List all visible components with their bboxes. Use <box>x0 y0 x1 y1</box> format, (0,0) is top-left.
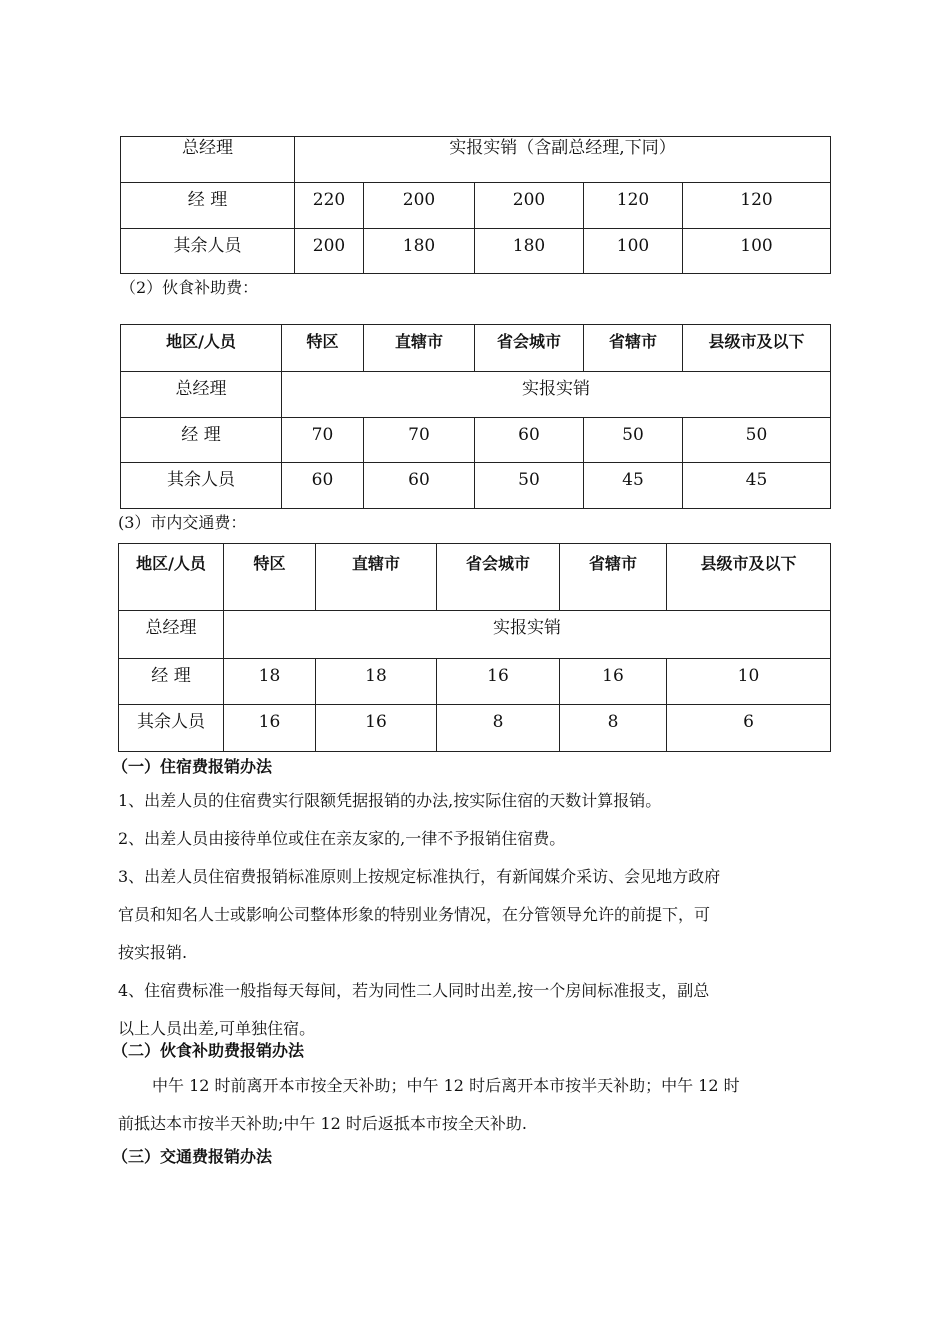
column-header: 地区/人员 <box>119 544 224 611</box>
table-cell: 16 <box>224 705 316 752</box>
table-row <box>121 418 831 463</box>
table-row <box>119 705 831 752</box>
row-label: 其余人员 <box>121 463 282 509</box>
transport-rules-heading: （三）交通费报销办法 <box>112 1147 273 1166</box>
table-cell: 16 <box>437 659 560 705</box>
row-label: 其余人员 <box>121 229 295 274</box>
text-line: 4、住宿费标准一般指每天每间，若为同性二人同时出差,按一个房间标准报支，副总 <box>118 981 710 1000</box>
table-cell: 45 <box>584 463 683 509</box>
table-cell: 16 <box>316 705 437 752</box>
row-label: 其余人员 <box>119 705 224 752</box>
table-cell: 60 <box>282 463 364 509</box>
table-cell: 60 <box>364 463 475 509</box>
column-header: 直辖市 <box>316 544 437 611</box>
text-line: 中午 12 时前离开本市按全天补助；中午 12 时后离开本市按半天补助；中午 12 时 <box>152 1076 740 1095</box>
transport-table <box>118 543 831 752</box>
table-row <box>121 229 831 274</box>
column-header: 直辖市 <box>364 325 475 372</box>
table-cell: 16 <box>560 659 667 705</box>
lodging-rules-heading: （一）住宿费报销办法 <box>112 757 273 776</box>
text-line: 官员和知名人士或影响公司整体形象的特别业务情况，在分管领导允许的前提下，可 <box>118 905 711 924</box>
table-cell: 50 <box>683 418 831 463</box>
table-cell: 120 <box>584 183 683 229</box>
lodging-standard-table <box>120 136 831 274</box>
transport-caption: (3）市内交通费： <box>118 513 247 532</box>
text-line: 以上人员出差,可单独住宿。 <box>118 1019 316 1038</box>
table-row <box>121 372 831 418</box>
row-label: 总经理 <box>121 372 282 418</box>
row-label: 总经理 <box>119 611 224 659</box>
text-line: 按实报销. <box>118 943 188 962</box>
column-header: 县级市及以下 <box>667 544 831 611</box>
table-cell: 70 <box>282 418 364 463</box>
table-cell: 18 <box>316 659 437 705</box>
table-row <box>121 183 831 229</box>
row-label: 经 理 <box>119 659 224 705</box>
table-cell: 8 <box>437 705 560 752</box>
table-row <box>119 659 831 705</box>
column-header: 特区 <box>224 544 316 611</box>
column-header: 特区 <box>282 325 364 372</box>
column-header: 省辖市 <box>584 325 683 372</box>
table-cell: 120 <box>683 183 831 229</box>
meal-allowance-table <box>120 324 831 509</box>
column-header: 省会城市 <box>437 544 560 611</box>
text-line: 前抵达本市按半天补助;中午 12 时后返抵本市按全天补助. <box>118 1114 528 1133</box>
table-cell: 100 <box>584 229 683 274</box>
table-cell: 50 <box>475 463 584 509</box>
column-header: 地区/人员 <box>121 325 282 372</box>
lodging-rules-text <box>118 782 840 1048</box>
column-header: 省会城市 <box>475 325 584 372</box>
table-cell: 200 <box>364 183 475 229</box>
table-cell: 18 <box>224 659 316 705</box>
text-line: 1、出差人员的住宿费实行限额凭据报销的办法,按实际住宿的天数计算报销。 <box>118 791 662 810</box>
table-cell: 50 <box>584 418 683 463</box>
table-cell: 45 <box>683 463 831 509</box>
text-line: 3、出差人员住宿费报销标准原则上按规定标准执行，有新闻媒介采访、会见地方政府 <box>118 867 721 886</box>
table-cell: 6 <box>667 705 831 752</box>
table-cell: 8 <box>560 705 667 752</box>
table-row <box>119 611 831 659</box>
merged-cell: 实报实销 <box>282 372 831 418</box>
table-cell: 60 <box>475 418 584 463</box>
meal-rules-heading: （二）伙食补助费报销办法 <box>112 1041 305 1060</box>
table-cell: 200 <box>295 229 364 274</box>
table-cell: 200 <box>475 183 584 229</box>
row-label: 总经理 <box>121 137 295 183</box>
column-header: 省辖市 <box>560 544 667 611</box>
meal-rules-text <box>118 1067 840 1143</box>
table-cell: 180 <box>364 229 475 274</box>
meal-allowance-caption: （2）伙食补助费： <box>120 278 259 297</box>
row-label: 经 理 <box>121 418 282 463</box>
table-header-row <box>119 544 831 611</box>
table-cell: 100 <box>683 229 831 274</box>
table-header-row <box>121 325 831 372</box>
table-row <box>121 137 831 183</box>
merged-cell: 实报实销（含副总经理,下同） <box>295 137 831 183</box>
table-cell: 10 <box>667 659 831 705</box>
row-label: 经 理 <box>121 183 295 229</box>
table-row <box>121 463 831 509</box>
merged-cell: 实报实销 <box>224 611 831 659</box>
table-cell: 220 <box>295 183 364 229</box>
table-cell: 70 <box>364 418 475 463</box>
table-cell: 180 <box>475 229 584 274</box>
text-line: 2、出差人员由接待单位或住在亲友家的,一律不予报销住宿费。 <box>118 829 566 848</box>
column-header: 县级市及以下 <box>683 325 831 372</box>
